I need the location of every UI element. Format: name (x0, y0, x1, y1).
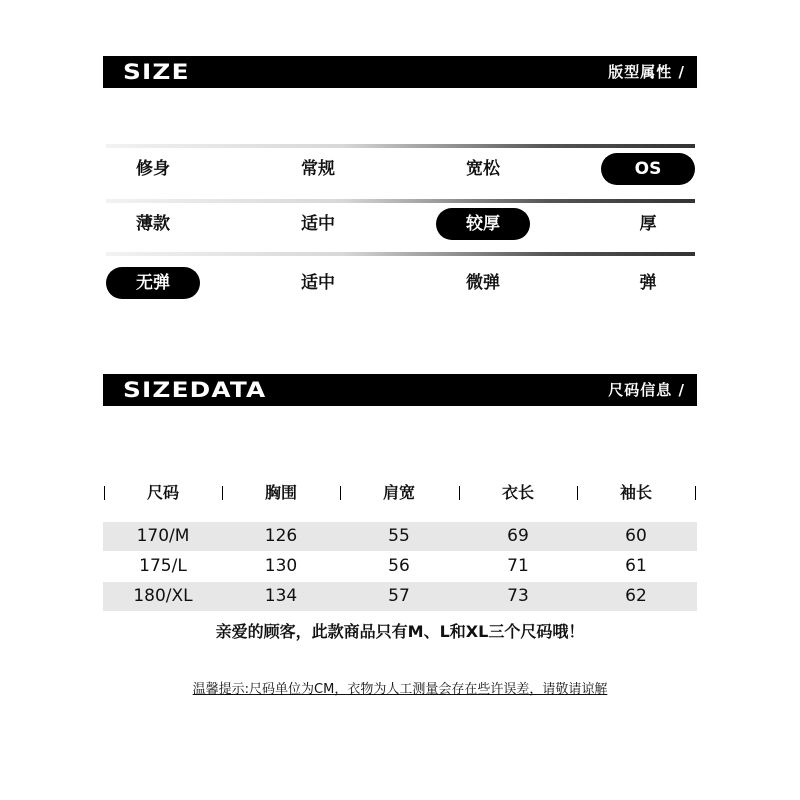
header-sleeve: 袖长 (619, 483, 652, 502)
elasticity-option-slight: 微弹 (466, 273, 500, 293)
column-separator (695, 486, 696, 500)
header-length: 衣长 (501, 483, 534, 502)
cell-length: 69 (507, 526, 529, 546)
sizedata-subtitle: 尺码信息 / (608, 381, 685, 399)
header-chest: 胸围 (264, 483, 297, 502)
size-table-header (103, 478, 697, 508)
sizedata-title: SIZEDATA (123, 378, 267, 402)
cell-length: 73 (507, 586, 529, 606)
thickness-option-thick: 厚 (639, 214, 657, 234)
size-title: SIZE (123, 60, 190, 84)
fit-option-slim: 修身 (136, 159, 170, 179)
attribute-divider (106, 144, 695, 148)
size-subtitle: 版型属性 / (608, 63, 685, 81)
thickness-option-thicker: 较厚 (436, 208, 530, 240)
table-row (103, 522, 697, 551)
measurement-tip-wrap (0, 680, 800, 700)
thickness-option-medium: 适中 (301, 214, 335, 234)
cell-length: 71 (507, 556, 529, 576)
size-header (103, 56, 697, 88)
fit-option-os: OS (601, 153, 695, 185)
cell-chest: 126 (264, 526, 298, 546)
table-row (103, 552, 697, 581)
cell-chest: 130 (264, 556, 298, 576)
header-shoulder: 肩宽 (382, 483, 415, 502)
cell-shoulder: 57 (388, 586, 410, 606)
fit-option-regular: 常规 (301, 159, 335, 179)
cell-sleeve: 62 (625, 586, 647, 606)
cell-shoulder: 56 (388, 556, 410, 576)
cell-size: 170/M (136, 526, 190, 546)
elasticity-option-stretch: 弹 (639, 273, 657, 293)
cell-chest: 134 (264, 586, 298, 606)
elasticity-option-medium: 适中 (301, 273, 335, 293)
attribute-divider (106, 252, 695, 256)
table-row (103, 582, 697, 611)
cell-sleeve: 60 (625, 526, 647, 546)
cell-size: 180/XL (133, 586, 193, 606)
measurement-tip: 温馨提示:尺码单位为CM，衣物为人工测量会存在些许误差，请敬请谅解 (192, 682, 608, 697)
customer-note: 亲爱的顾客，此款商品只有M、L和XL三个尺码哦！ (215, 622, 585, 641)
cell-sleeve: 61 (625, 556, 647, 576)
thickness-option-thin: 薄款 (136, 214, 170, 234)
sizedata-header (103, 374, 697, 406)
attribute-divider (106, 199, 695, 203)
header-size: 尺码 (146, 483, 179, 502)
cell-size: 175/L (139, 556, 187, 576)
cell-shoulder: 55 (388, 526, 410, 546)
fit-option-loose: 宽松 (466, 159, 500, 179)
elasticity-option-none: 无弹 (106, 267, 200, 299)
